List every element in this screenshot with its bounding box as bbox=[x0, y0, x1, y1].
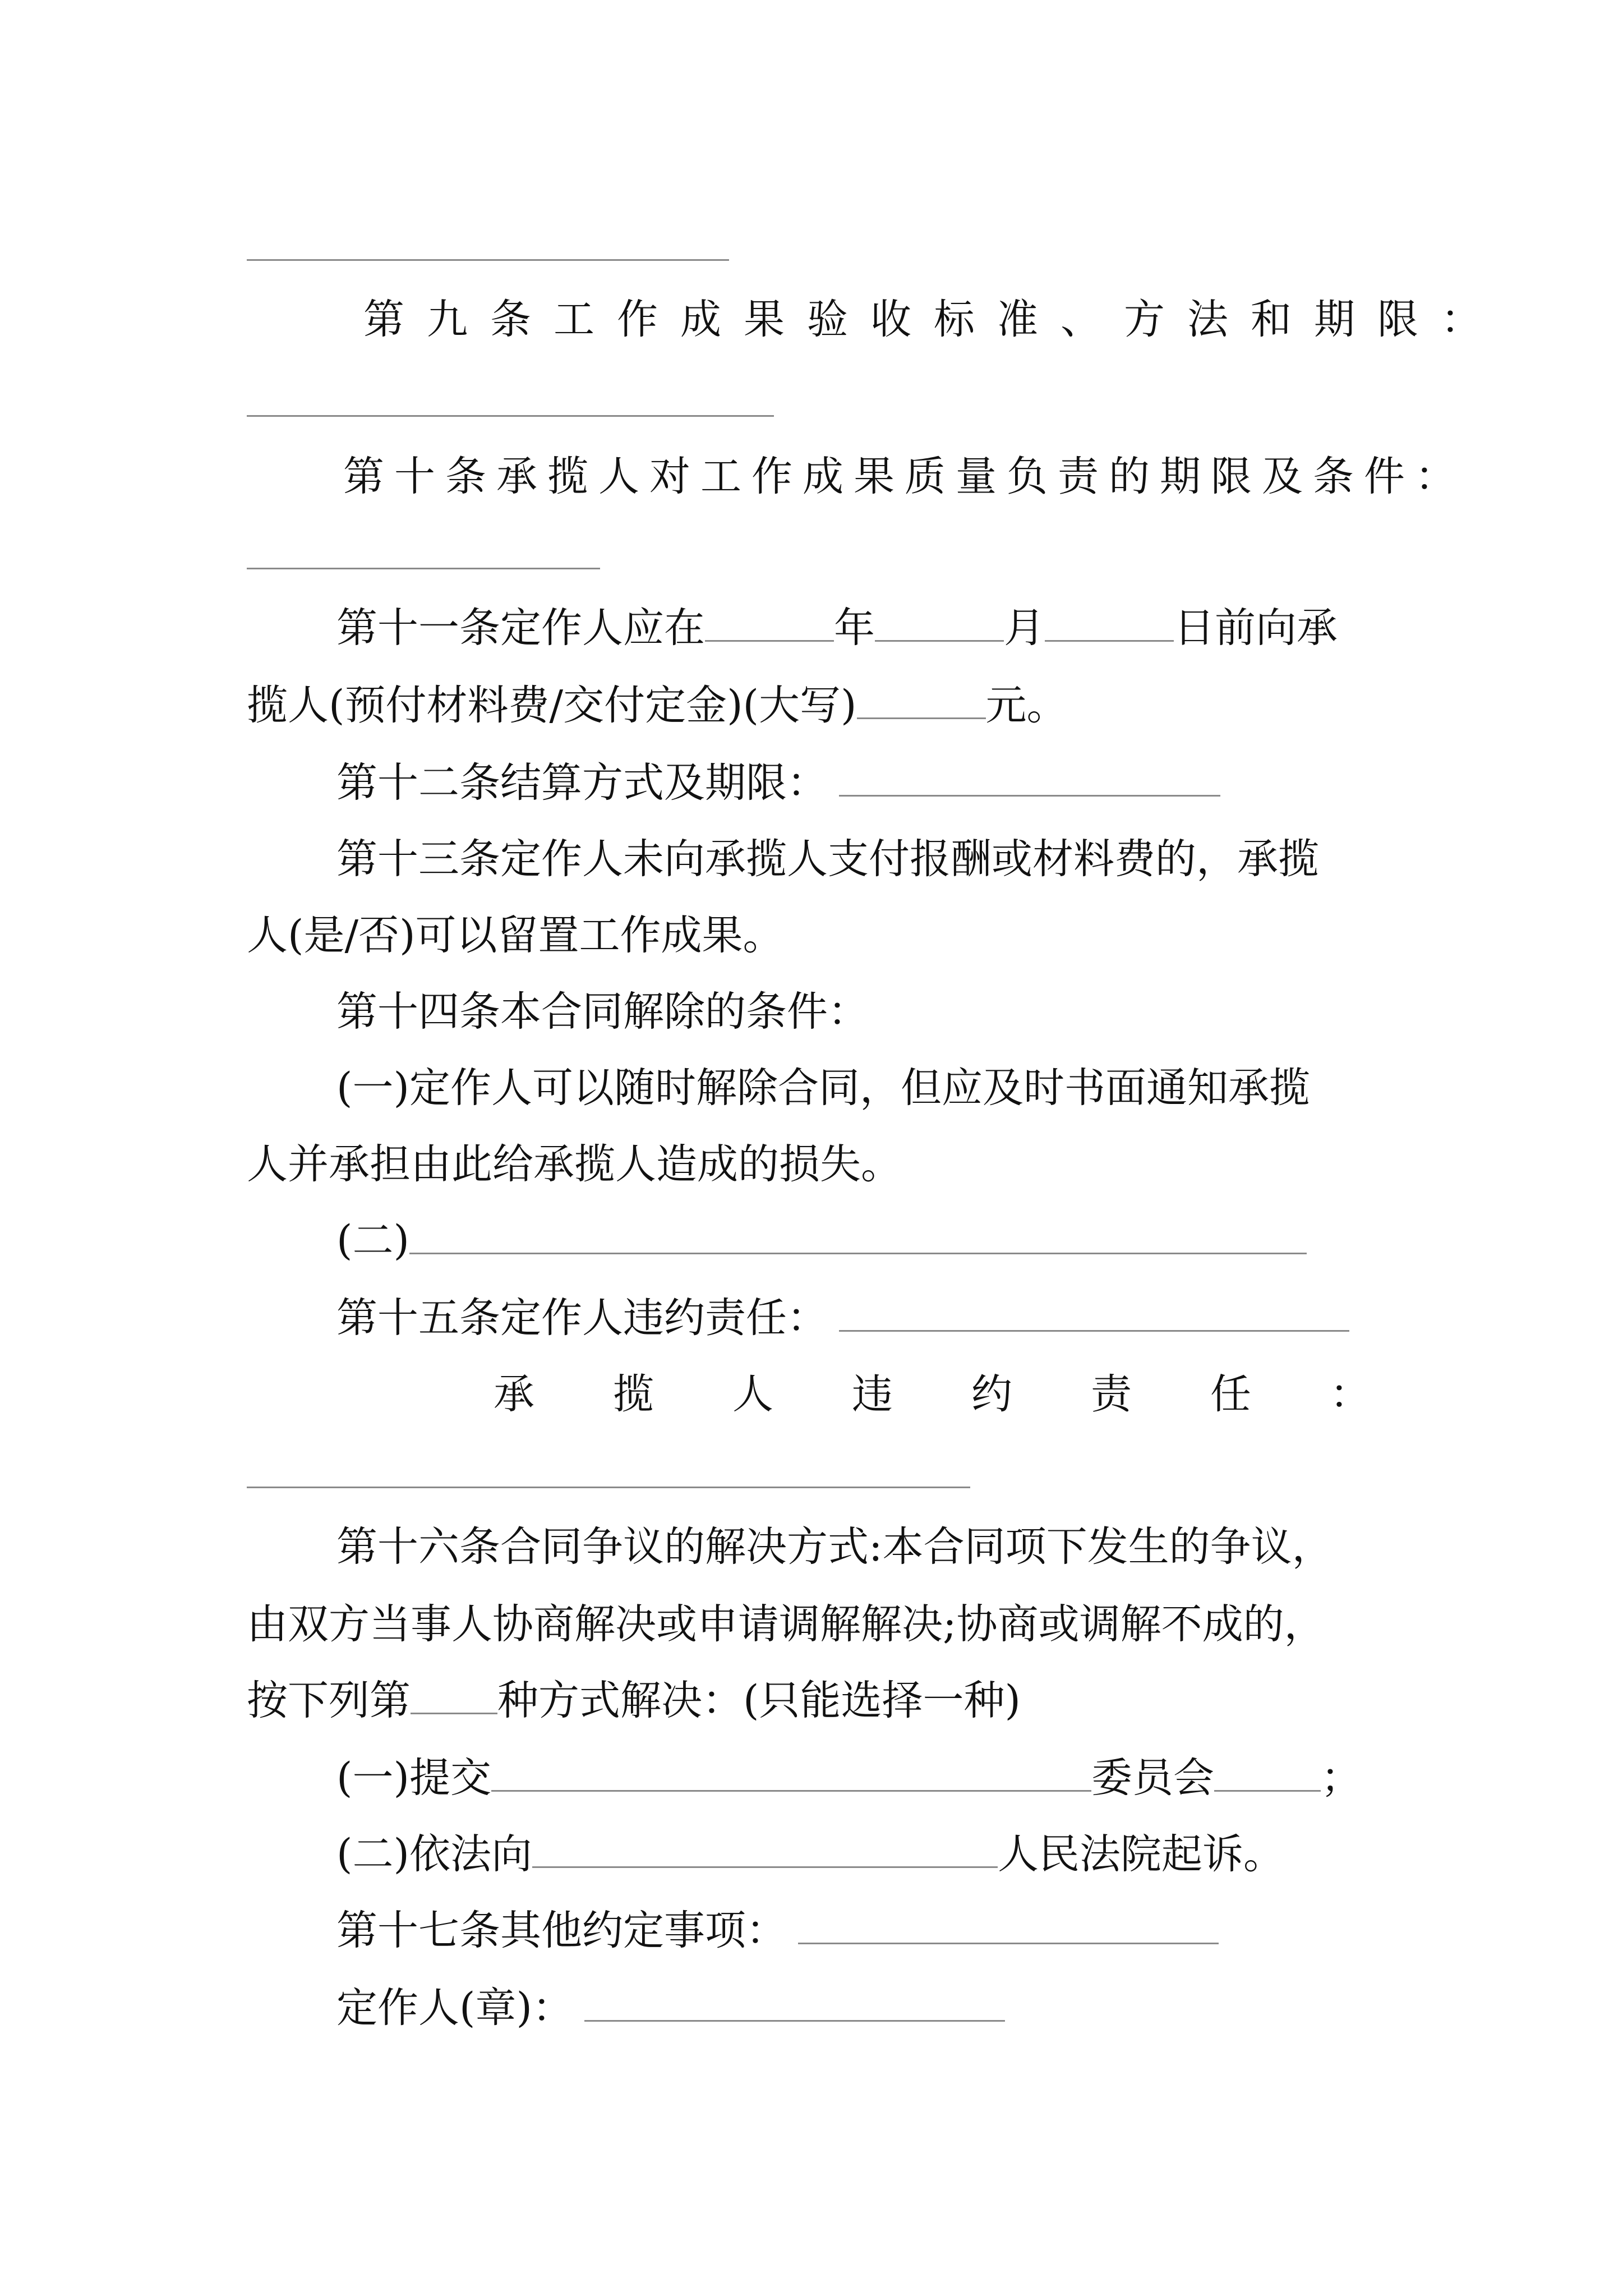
day-label: 日前向承 bbox=[1174, 604, 1338, 652]
article-17 bbox=[336, 1903, 1219, 1959]
article-16-option-2 bbox=[336, 1826, 1284, 1883]
other-terms-blank[interactable] bbox=[798, 1908, 1219, 1944]
client-liability-blank[interactable] bbox=[839, 1295, 1349, 1332]
article-16-line1: 第十六条合同争议的解决方式:本合同项下发生的争议， bbox=[336, 1523, 1333, 1571]
court-name-blank[interactable] bbox=[532, 1832, 998, 1868]
method-choice-blank[interactable] bbox=[411, 1678, 497, 1714]
arbitration-committee-blank[interactable] bbox=[491, 1755, 1091, 1792]
month-label: 月 bbox=[1004, 604, 1045, 652]
article-13-line2: 人(是/否)可以留置工作成果。 bbox=[247, 912, 784, 959]
article-14-item-2 bbox=[336, 1213, 1307, 1269]
article-9-blank[interactable] bbox=[247, 415, 774, 417]
article-14-item2-label: (二) bbox=[336, 1217, 409, 1264]
amount-blank[interactable] bbox=[857, 683, 986, 719]
month-blank[interactable] bbox=[875, 605, 1004, 642]
article-10-blank[interactable] bbox=[247, 568, 600, 569]
article-15-text: 第十五条定作人违约责任： bbox=[336, 1294, 828, 1342]
yuan-label: 元。 bbox=[985, 682, 1068, 729]
top-blank-rule bbox=[247, 259, 729, 261]
article-12 bbox=[336, 755, 1220, 811]
article-16-line2: 由双方当事人协商解决或申请调解解决;协商或调解不成的， bbox=[247, 1600, 1325, 1648]
article-9-text: 第九条工作成果验收标准、方法和期限： bbox=[363, 296, 1504, 343]
year-label: 年 bbox=[834, 604, 875, 652]
article-16-line3b: 种方式解决：(只能选择一种) bbox=[497, 1677, 1021, 1724]
signature-blank[interactable] bbox=[584, 1985, 1005, 2022]
article-14-item1-line1: (一)定作人可以随时解除合同，但应及时书面通知承揽 bbox=[336, 1064, 1310, 1112]
article-14-title-text: 第十四条本合同解除的条件： bbox=[336, 988, 869, 1036]
arbitration-extra-blank[interactable] bbox=[1214, 1755, 1321, 1792]
signature-line bbox=[336, 1980, 1005, 2036]
article-13-line1: 第十三条定作人未向承揽人支付报酬或材料费的，承揽 bbox=[336, 835, 1319, 883]
option1-committee: 委员会 bbox=[1091, 1754, 1214, 1802]
article-16-option-1 bbox=[336, 1750, 1362, 1806]
day-blank[interactable] bbox=[1045, 605, 1174, 642]
option2-suffix: 人民法院起诉。 bbox=[997, 1830, 1284, 1878]
settlement-blank[interactable] bbox=[839, 760, 1220, 797]
option1-prefix: (一)提交 bbox=[336, 1754, 491, 1802]
article-16-line-3 bbox=[247, 1673, 1021, 1729]
article-11-line-1 bbox=[336, 600, 1338, 656]
article-10 bbox=[343, 449, 1466, 505]
article-12-text: 第十二条结算方式及期限： bbox=[336, 759, 828, 807]
article-13-line-2 bbox=[247, 908, 784, 964]
contractor-liability-blank[interactable] bbox=[247, 1487, 970, 1488]
article-13-line-1 bbox=[336, 831, 1319, 887]
contractor-liability bbox=[494, 1366, 1449, 1423]
article-16-line-1 bbox=[336, 1519, 1333, 1575]
article-17-text: 第十七条其他约定事项： bbox=[336, 1907, 787, 1954]
year-blank[interactable] bbox=[705, 605, 834, 642]
article-10-text: 第十条承揽人对工作成果质量负责的期限及条件： bbox=[343, 453, 1466, 500]
contractor-liability-text: 承揽人违约责任： bbox=[494, 1370, 1449, 1418]
article-14-item-1-line-2 bbox=[247, 1137, 902, 1193]
article-14-title bbox=[336, 984, 869, 1040]
signature-label: 定作人(章)： bbox=[336, 1984, 573, 2032]
article-11-part1: 第十一条定作人应在 bbox=[336, 604, 705, 652]
article-11-line-2 bbox=[247, 678, 1068, 734]
option1-end: ； bbox=[1320, 1754, 1362, 1802]
article-16-line3a: 按下列第 bbox=[247, 1677, 411, 1724]
option2-prefix: (二)依法向 bbox=[336, 1830, 532, 1878]
article-9 bbox=[363, 292, 1504, 348]
article-14-item1-line2: 人并承担由此给承揽人造成的损失。 bbox=[247, 1140, 902, 1188]
termination-condition-blank[interactable] bbox=[409, 1218, 1307, 1254]
article-11-part2: 揽人(预付材料费/交付定金)(大写) bbox=[247, 682, 857, 729]
article-16-line-2 bbox=[247, 1596, 1325, 1653]
article-14-item-1-line-1 bbox=[336, 1060, 1310, 1116]
article-15 bbox=[336, 1290, 1349, 1346]
